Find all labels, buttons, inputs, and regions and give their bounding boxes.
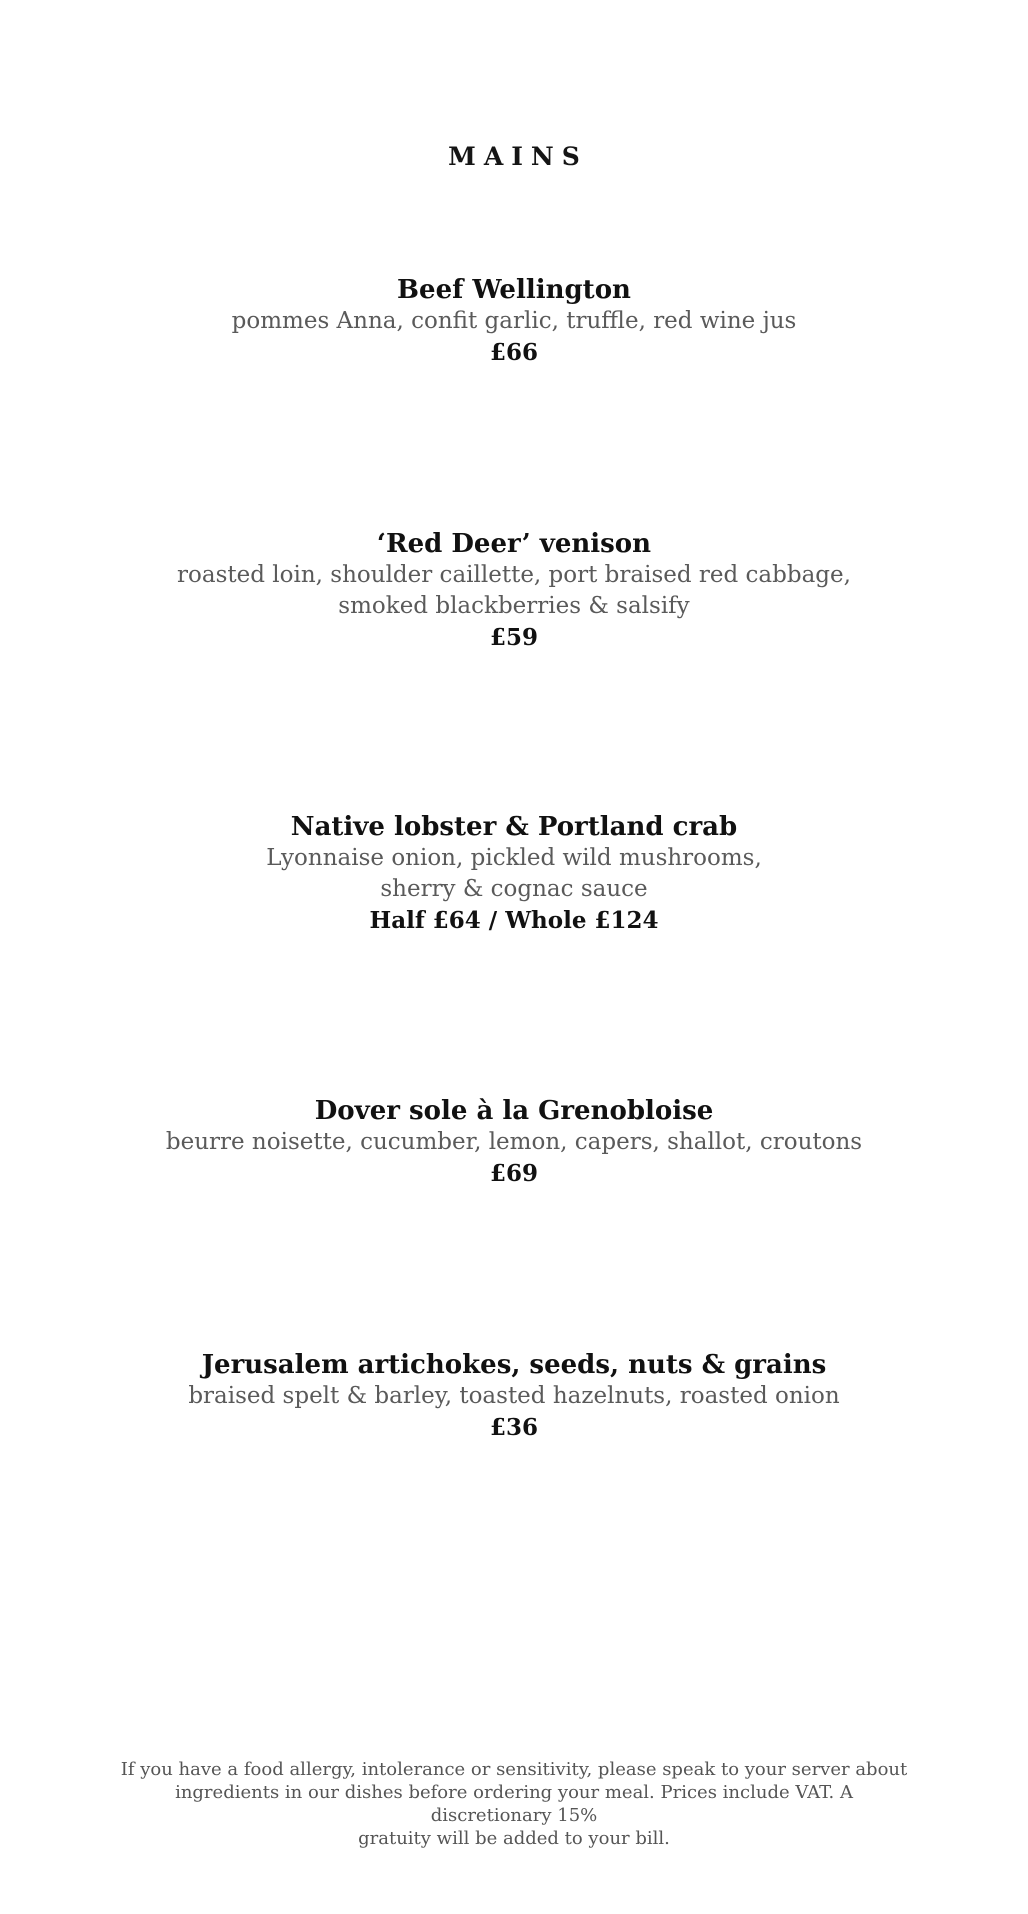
dish-description: pommes Anna, confit garlic, truffle, red wine jus — [231, 308, 797, 334]
dish-price: Half £64 / Whole £124 — [369, 907, 659, 934]
dish-name: Native lobster & Portland crab — [290, 812, 738, 842]
footer-line: If you have a food allergy, intolerance or sensitivity, please speak to your server about — [120, 1759, 908, 1780]
dish-description: braised spelt & barley, toasted hazelnuts, roasted onion — [188, 1383, 840, 1409]
dish-description: sherry & cognac sauce — [380, 876, 648, 902]
dish-name: ‘Red Deer’ venison — [376, 529, 652, 559]
dish-description: smoked blackberries & salsify — [338, 593, 690, 619]
allergy-footer-note — [114, 1758, 914, 1850]
dish-price: £36 — [489, 1414, 538, 1441]
footer-line: ingredients in our dishes before ordering your meal. Prices include VAT. A discretionary 15% — [175, 1782, 853, 1826]
dish-price: £69 — [489, 1160, 538, 1187]
dish-item — [0, 811, 1028, 936]
dish-name: Beef Wellington — [397, 275, 631, 305]
dish-description: Lyonnaise onion, pickled wild mushrooms, — [266, 845, 762, 871]
dish-name: Jerusalem artichokes, seeds, nuts & grains — [201, 1350, 827, 1380]
footer-line: gratuity will be added to your bill. — [358, 1828, 670, 1849]
dish-name: Dover sole à la Grenobloise — [314, 1096, 714, 1126]
dish-item — [0, 1349, 1028, 1443]
dish-description: roasted loin, shoulder caillette, port braised red cabbage, — [177, 562, 851, 588]
dish-description: beurre noisette, cucumber, lemon, capers, shallot, croutons — [165, 1129, 863, 1155]
dish-item — [0, 1095, 1028, 1189]
dish-item — [0, 274, 1028, 368]
dish-price: £59 — [489, 624, 538, 651]
dish-item — [0, 528, 1028, 653]
dish-price: £66 — [489, 339, 538, 366]
section-title: MAINS — [448, 142, 588, 171]
